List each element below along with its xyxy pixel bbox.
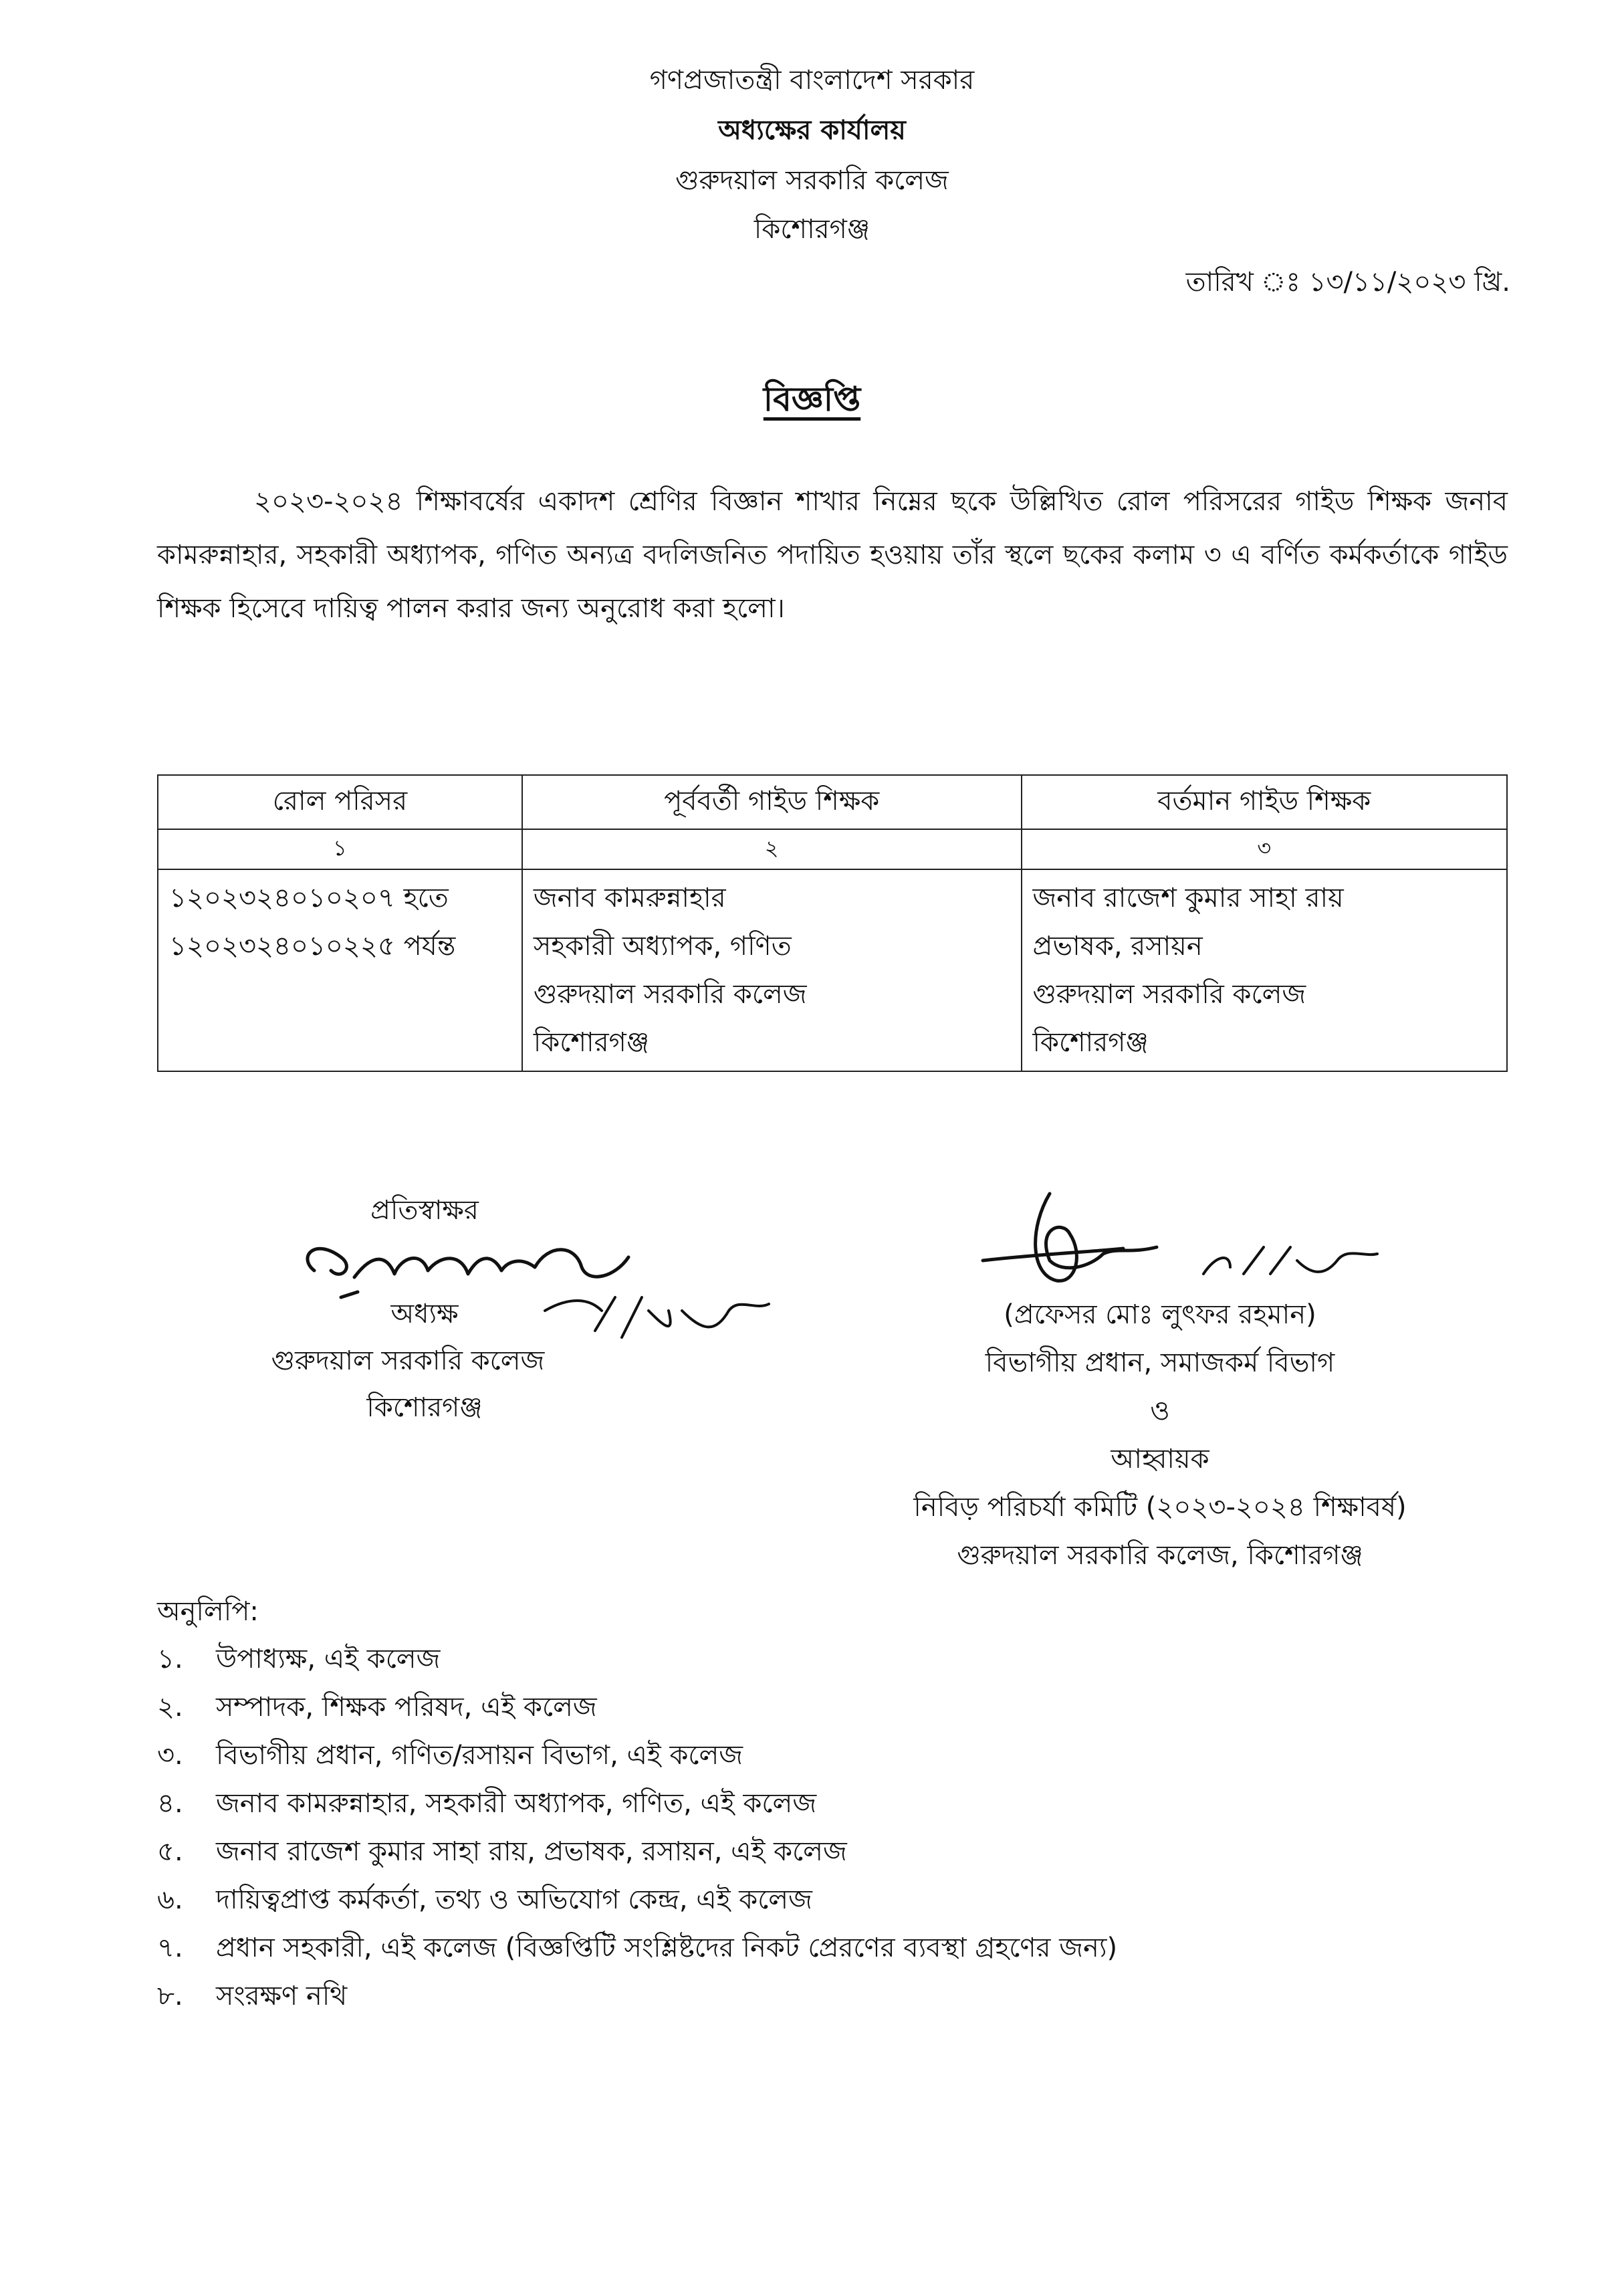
convener-signature xyxy=(963,1174,1431,1307)
header-current-teacher: বর্তমান গাইড শিক্ষক xyxy=(1022,775,1507,829)
notice-title-text: বিজ্ঞপ্তি xyxy=(763,380,861,419)
table-header-row xyxy=(158,775,1507,829)
countersign-district: কিশোরগঞ্জ xyxy=(366,1392,483,1423)
column-number-row xyxy=(158,829,1507,869)
previous-teacher-district: কিশোরগঞ্জ xyxy=(533,1027,650,1058)
column-number: ২ xyxy=(522,829,1022,869)
notice-title xyxy=(0,374,1624,430)
list-number: ১. xyxy=(157,1644,183,1674)
previous-teacher-designation: সহকারী অধ্যাপক, গণিত xyxy=(533,931,792,962)
convener-block xyxy=(832,1291,1488,1580)
list-text: বিভাগীয় প্রধান, গণিত/রসায়ন বিভাগ, এই কলেজ xyxy=(216,1740,743,1771)
list-number: ৫. xyxy=(157,1836,183,1867)
convener-role: আহ্বায়ক xyxy=(1111,1444,1209,1475)
countersign-college: গুরুদয়াল সরকারি কলেজ xyxy=(271,1345,545,1376)
principal-handwritten-date xyxy=(542,1284,782,1351)
government-name: গণপ্রজাতন্ত্রী বাংলাদেশ সরকার xyxy=(649,65,975,96)
previous-teacher-cell xyxy=(522,869,1022,1071)
list-item xyxy=(157,1924,1117,1972)
conjunction-text: ও xyxy=(1150,1396,1170,1426)
list-number: ৪. xyxy=(157,1788,183,1819)
list-text: সংরক্ষণ নথি xyxy=(216,1981,348,2011)
roll-range-cell xyxy=(158,869,522,1071)
current-teacher-district: কিশোরগঞ্জ xyxy=(1032,1027,1149,1058)
list-item xyxy=(157,1683,1117,1731)
convener-position: বিভাগীয় প্রধান, সমাজকর্ম বিভাগ xyxy=(985,1347,1335,1378)
list-number: ৩. xyxy=(157,1740,183,1771)
list-number: ২. xyxy=(157,1692,183,1723)
list-item xyxy=(157,1828,1117,1876)
copies-section xyxy=(157,1588,1117,2020)
header-roll-range: রোল পরিসর xyxy=(158,775,522,829)
list-text: উপাধ্যক্ষ, এই কলেজ xyxy=(216,1644,441,1674)
list-item xyxy=(157,1972,1117,2020)
convener-name: (প্রফেসর মোঃ লুৎফর রহমান) xyxy=(1004,1299,1316,1330)
college-name: গুরুদয়াল সরকারি কলেজ xyxy=(675,165,949,196)
countersign-label: প্রতিস্বাক্ষর xyxy=(370,1195,479,1226)
table-row xyxy=(158,869,1507,1071)
copies-title: অনুলিপি: xyxy=(157,1596,259,1627)
roll-range-to: ১২০২৩২৪০১০২২৫ পর্যন্ত xyxy=(169,931,456,962)
current-teacher-cell xyxy=(1022,869,1507,1071)
list-text: জনাব কামরুন্নাহার, সহকারী অধ্যাপক, গণিত, এই কলেজ xyxy=(216,1788,817,1819)
list-item xyxy=(157,1779,1117,1828)
list-number: ৬. xyxy=(157,1884,183,1915)
column-number: ১ xyxy=(158,829,522,869)
roll-range-from: ১২০২৩২৪০১০২০৭ হতে xyxy=(169,883,449,913)
district-name: কিশোরগঞ্জ xyxy=(753,214,871,245)
current-teacher-college: গুরুদয়াল সরকারি কলেজ xyxy=(1032,979,1306,1010)
current-teacher-designation: প্রভাষক, রসায়ন xyxy=(1032,931,1203,962)
committee-name: নিবিড় পরিচর্যা কমিটি (২০২৩-২০২৪ শিক্ষাবর্ষ) xyxy=(913,1492,1407,1523)
list-number: ৭. xyxy=(157,1933,183,1963)
list-text: দায়িত্বপ্রাপ্ত কর্মকর্তা, তথ্য ও অভিযোগ কেন্দ্র, এই কলেজ xyxy=(216,1884,812,1915)
previous-teacher-college: গুরুদয়াল সরকারি কলেজ xyxy=(533,979,807,1010)
notice-date: তারিখ ঃ ১৩/১১/২০২৩ খ্রি. xyxy=(1185,267,1510,298)
guide-teacher-table xyxy=(157,774,1508,1072)
column-number: ৩ xyxy=(1022,829,1507,869)
list-item xyxy=(157,1731,1117,1779)
list-item xyxy=(157,1635,1117,1683)
copies-list xyxy=(157,1635,1117,2020)
current-teacher-name: জনাব রাজেশ কুমার সাহা রায় xyxy=(1032,883,1344,913)
countersign-title: অধ্যক্ষ xyxy=(390,1299,459,1329)
list-text: সম্পাদক, শিক্ষক পরিষদ, এই কলেজ xyxy=(216,1692,597,1723)
convener-college: গুরুদয়াল সরকারি কলেজ, কিশোরগঞ্জ xyxy=(957,1540,1363,1571)
list-text: প্রধান সহকারী, এই কলেজ (বিজ্ঞপ্তিটি সংশ্লিষ্টদের নিকট প্রেরণের ব্যবস্থা গ্রহণের জন্য) xyxy=(216,1933,1118,1963)
list-number: ৮. xyxy=(157,1981,183,2011)
list-text: জনাব রাজেশ কুমার সাহা রায়, প্রভাষক, রসায়ন, এই কলেজ xyxy=(216,1836,847,1867)
notice-body: ২০২৩-২০২৪ শিক্ষাবর্ষের একাদশ শ্রেণির বিজ্ঞান শাখার নিম্নের ছকে উল্লিখিত রোল পরিসরের গাইড শিক্ষক জনাব কামরুন্নাহার, সহকারী অধ্যাপক, গণিত অন্যত্র বদলিজনিত পদায়িত হওয়ায় তাঁর স্থলে ছকের কলাম ৩ এ বর্ণিত কর্মকর্তাকে গাইড শিক্ষক হিসেবে দায়িত্ব পালন করার জন্য অনুরোধ করা হলো। xyxy=(157,486,1508,624)
header-previous-teacher: পূর্ববর্তী গাইড শিক্ষক xyxy=(522,775,1022,829)
list-item xyxy=(157,1876,1117,1924)
previous-teacher-name: জনাব কামরুন্নাহার xyxy=(533,883,726,913)
office-name: অধ্যক্ষের কার্যালয় xyxy=(718,115,906,146)
